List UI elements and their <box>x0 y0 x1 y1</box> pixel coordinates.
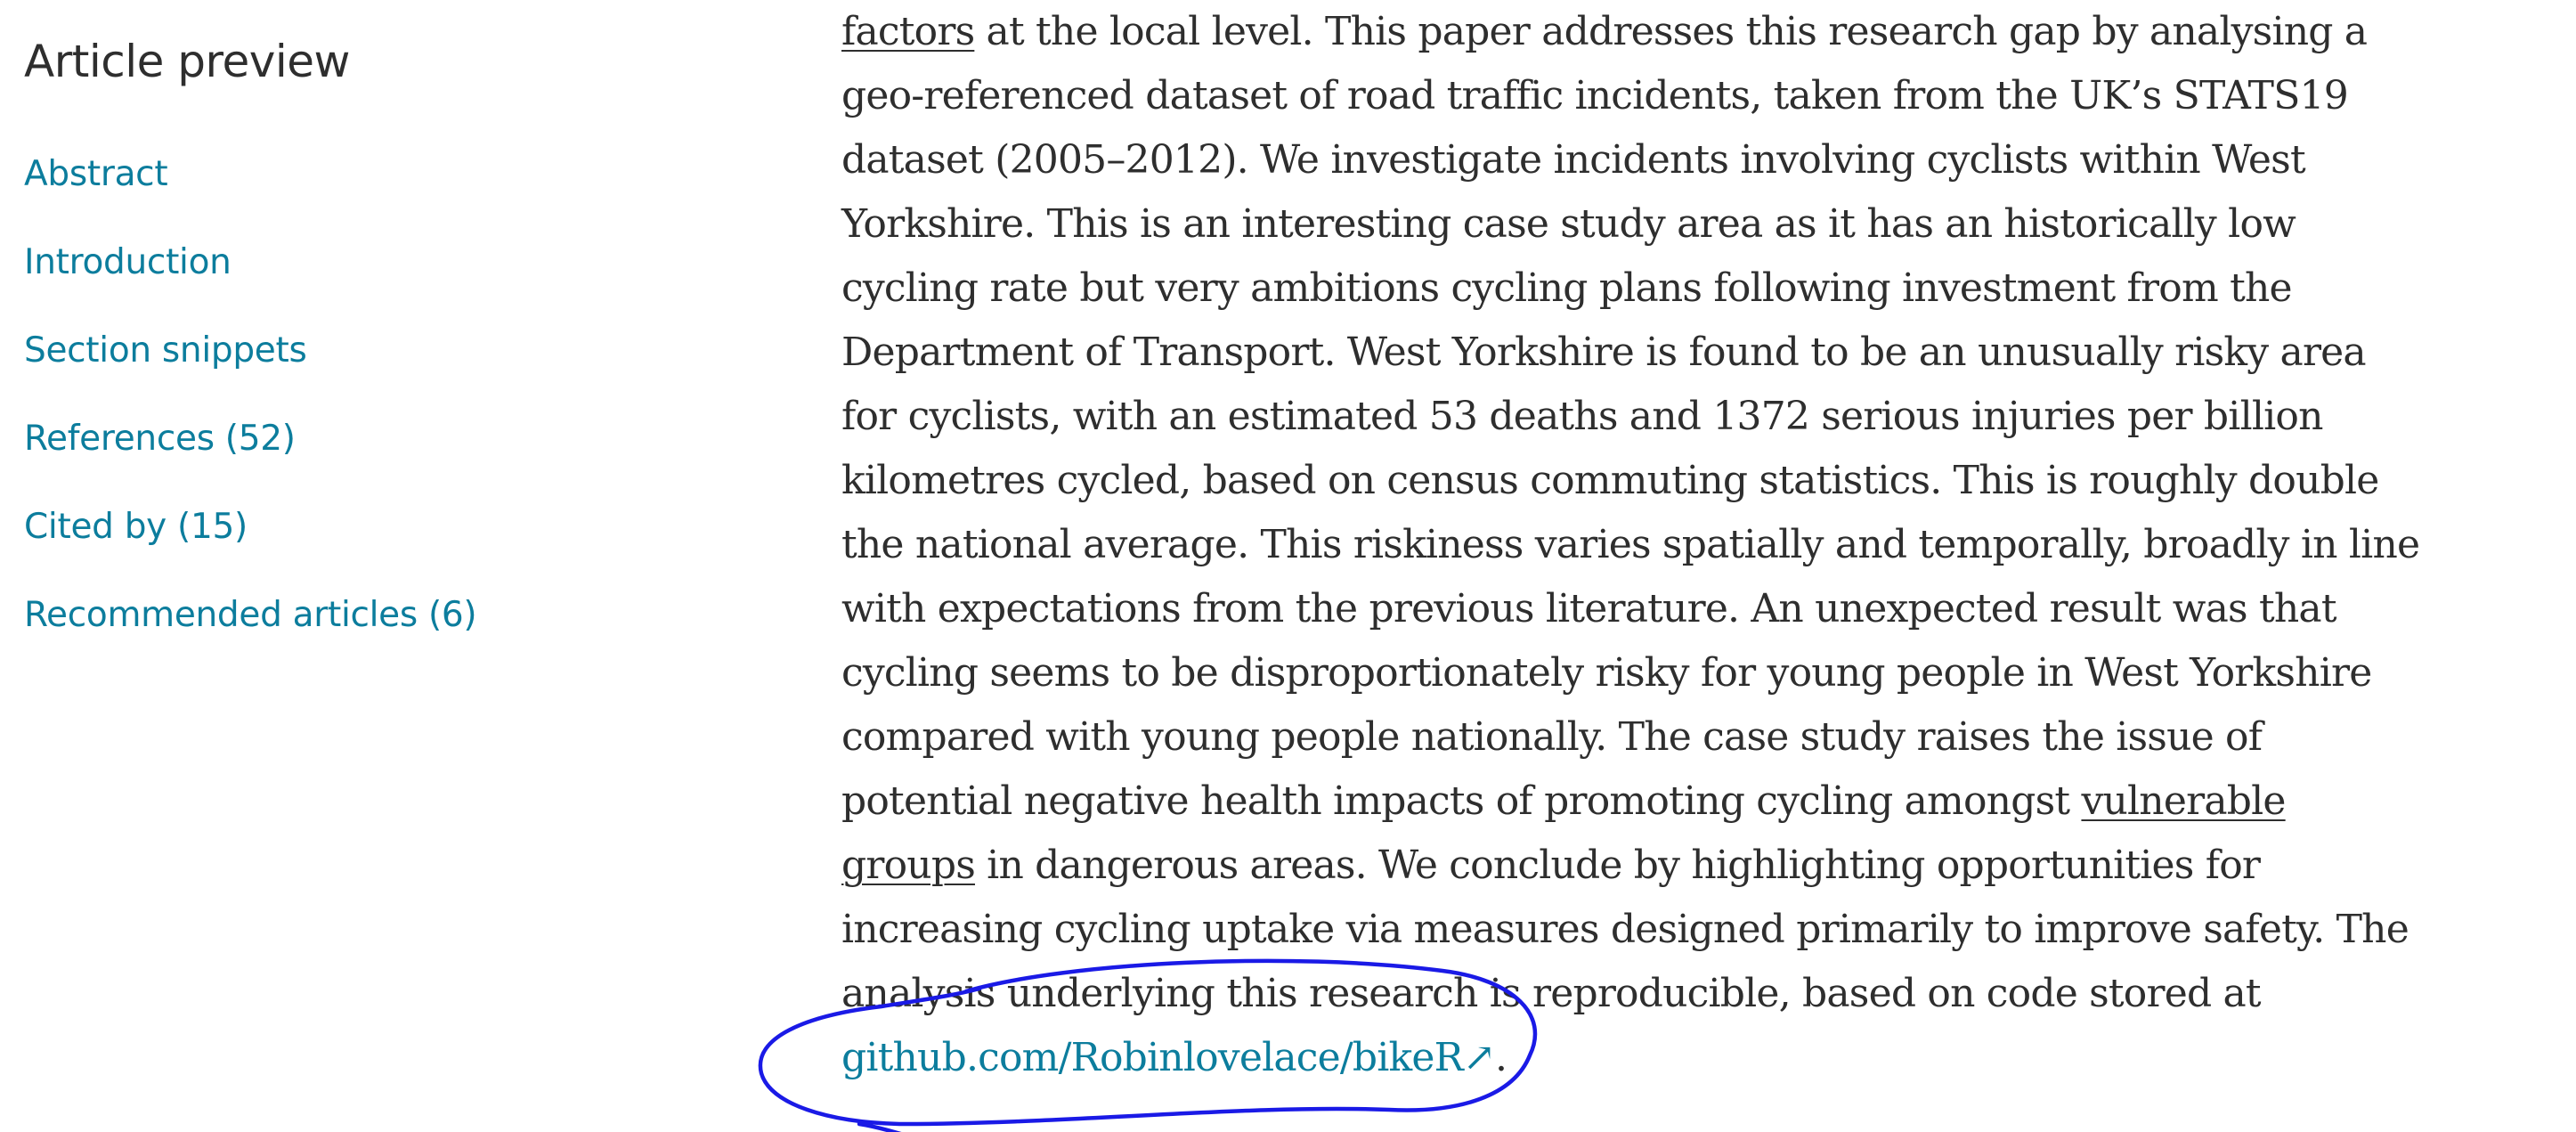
abstract-line <box>841 1026 2373 1090</box>
sidebar-title: Article preview <box>24 36 350 87</box>
abstract-line: increasing cycling uptake via measures designed primarily to improve safety. The <box>841 907 2409 952</box>
outline-list <box>24 130 754 659</box>
outline-link-abstract[interactable]: Abstract <box>24 154 168 194</box>
abstract-line: cycling seems to be disproportionately risky for young people in West Yorkshire <box>841 650 2372 696</box>
outline-link-section-snippets[interactable]: Section snippets <box>24 330 307 371</box>
abstract-line: Yorkshire. This is an interesting case study area as it has an historically low <box>841 201 2296 247</box>
abstract-line: the national average. This riskiness varies spatially and temporally, broadly in line <box>841 522 2420 567</box>
outline-link-introduction[interactable]: Introduction <box>24 242 232 282</box>
annotation-stroke-tail <box>859 1124 904 1132</box>
abstract-line: analysis underlying this research is reproducible, based on code stored at <box>841 971 2261 1016</box>
glossary-term-factors[interactable]: factors <box>841 9 975 54</box>
github-repo-link[interactable] <box>841 1035 1495 1080</box>
outline-link-references[interactable]: References (52) <box>24 419 296 459</box>
abstract-text: in dangerous areas. We conclude by highlighting opportunities for <box>974 843 2261 888</box>
article-main <box>841 0 2420 1090</box>
abstract-line: dataset (2005–2012). We investigate incidents involving cyclists within West <box>841 137 2305 183</box>
outline-link-recommended-articles[interactable]: Recommended articles (6) <box>24 595 477 635</box>
abstract-line <box>841 834 2373 898</box>
abstract-line: compared with young people nationally. The case study raises the issue of <box>841 714 2263 760</box>
abstract-line: for cyclists, with an estimated 53 deaths and 1372 serious injuries per billion <box>841 394 2323 439</box>
abstract-line: cycling rate but very ambitions cycling plans following investment from the <box>841 265 2292 311</box>
external-link-icon: ↗ <box>1462 1035 1496 1080</box>
abstract-text: at the local level. This paper addresses this research gap by analysing a <box>974 9 2368 54</box>
abstract-line: with expectations from the previous literature. An unexpected result was that <box>841 586 2336 631</box>
abstract-line <box>841 0 2373 64</box>
abstract-line: geo-referenced dataset of road traffic incidents, taken from the UK’s STATS19 <box>841 73 2348 118</box>
abstract-paragraph <box>841 0 2420 1090</box>
glossary-term-vulnerable[interactable]: vulnerable <box>2081 778 2286 824</box>
abstract-line <box>841 770 2373 834</box>
abstract-text: potential negative health impacts of promoting cycling amongst <box>841 778 2082 824</box>
glossary-term-groups[interactable]: groups <box>841 843 975 888</box>
abstract-line: Department of Transport. West Yorkshire is found to be an unusually risky area <box>841 330 2366 375</box>
github-link-text: github.com/Robinlovelace/bikeR <box>841 1035 1463 1080</box>
outline-link-cited-by[interactable]: Cited by (15) <box>24 507 248 547</box>
article-outline-sidebar <box>24 36 754 659</box>
abstract-text: . <box>1495 1035 1507 1080</box>
abstract-line: kilometres cycled, based on census commuting statistics. This is roughly double <box>841 458 2379 503</box>
